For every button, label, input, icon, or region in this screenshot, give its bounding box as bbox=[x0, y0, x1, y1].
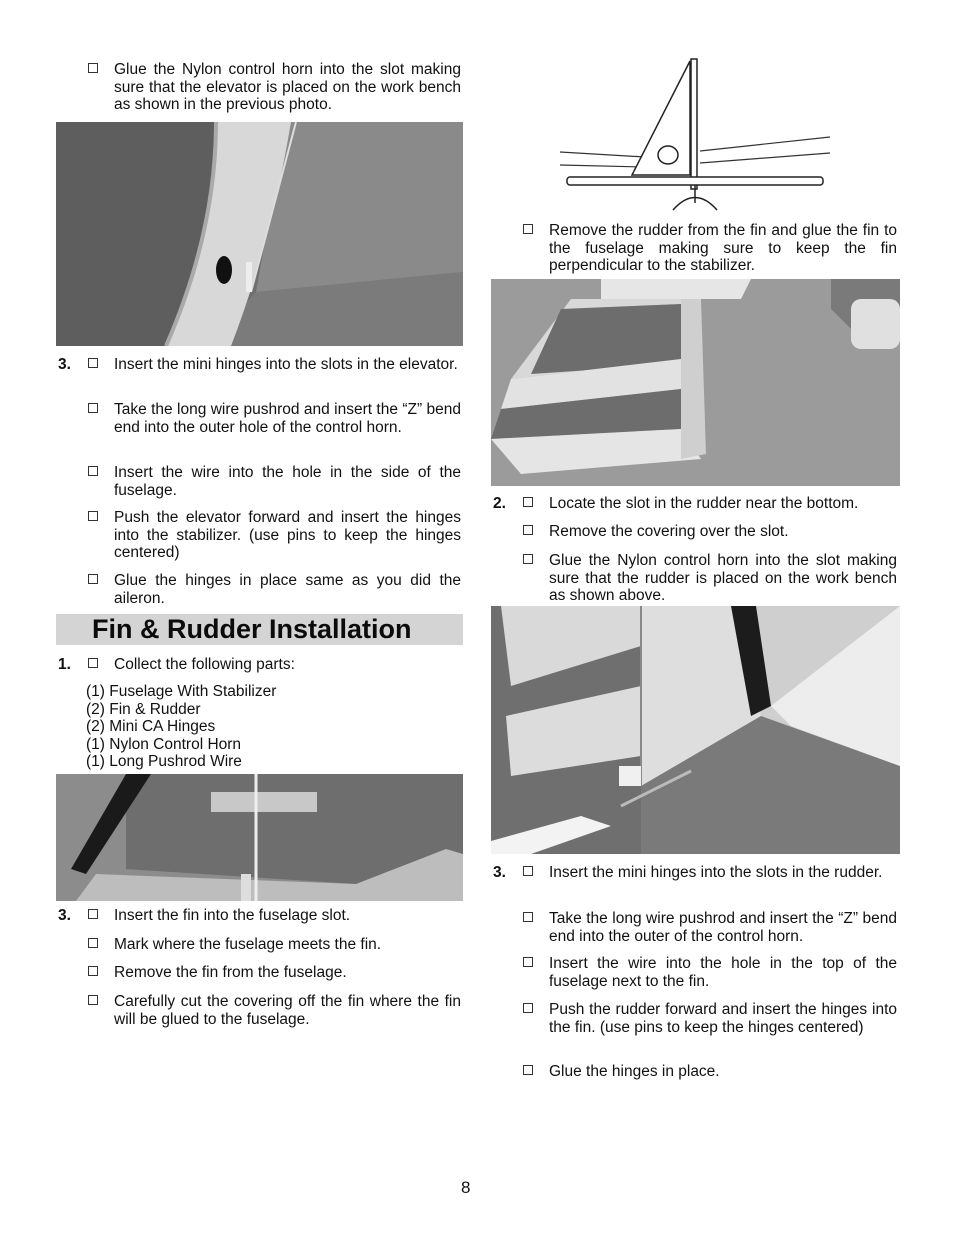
step-text: Insert the wire into the hole in the side of the fuselage. bbox=[114, 464, 461, 499]
step-text: Push the elevator forward and insert the hinges into the stabilizer. (use pins to keep the hinges centered) bbox=[114, 509, 461, 561]
rudder-photo bbox=[491, 279, 900, 486]
checkbox-icon[interactable] bbox=[523, 224, 533, 234]
step-text: Carefully cut the covering off the fin where the fin will be glued to the fuselage. bbox=[114, 993, 461, 1028]
section-heading bbox=[56, 614, 463, 645]
step-text: Collect the following parts: bbox=[114, 656, 295, 673]
checkbox-icon[interactable] bbox=[523, 1003, 533, 1013]
step-number: 1. bbox=[58, 656, 71, 673]
checkbox-icon[interactable] bbox=[88, 63, 98, 73]
part-item: (1) Fuselage With Stabilizer bbox=[86, 683, 277, 700]
step-number: 3. bbox=[493, 864, 506, 881]
checkbox-icon[interactable] bbox=[523, 497, 533, 507]
parts-list bbox=[86, 683, 276, 771]
step-text: Glue the hinges in place same as you did the aileron. bbox=[114, 572, 461, 607]
step-text: Glue the Nylon control horn into the slot making sure that the elevator is placed on the work bench as shown in the previous photo. bbox=[114, 61, 461, 113]
checkbox-icon[interactable] bbox=[88, 909, 98, 919]
checkbox-icon[interactable] bbox=[88, 511, 98, 521]
step-text: Take the long wire pushrod and insert the “Z” bend end into the outer of the control horn. bbox=[549, 910, 897, 945]
step-text: Remove the covering over the slot. bbox=[549, 523, 789, 540]
elevator-horn-photo bbox=[56, 122, 463, 346]
step-number: 2. bbox=[493, 495, 506, 512]
checkbox-icon[interactable] bbox=[523, 554, 533, 564]
step-text: Push the rudder forward and insert the hinges into the fin. (use pins to keep the hinges centered) bbox=[549, 1001, 897, 1036]
checkbox-icon[interactable] bbox=[88, 466, 98, 476]
step-text: Take the long wire pushrod and insert the “Z” bend end into the outer hole of the control horn. bbox=[114, 401, 461, 436]
checkbox-icon[interactable] bbox=[88, 938, 98, 948]
checkbox-icon[interactable] bbox=[88, 658, 98, 668]
section-title: Fin & Rudder Installation bbox=[92, 614, 412, 644]
checkbox-icon[interactable] bbox=[523, 866, 533, 876]
checkbox-icon[interactable] bbox=[88, 403, 98, 413]
step-number: 3. bbox=[58, 907, 71, 924]
checkbox-icon[interactable] bbox=[88, 966, 98, 976]
rudder-horn-photo bbox=[491, 606, 900, 854]
checkbox-icon[interactable] bbox=[523, 912, 533, 922]
checkbox-icon[interactable] bbox=[523, 1065, 533, 1075]
checkbox-icon[interactable] bbox=[88, 995, 98, 1005]
checkbox-icon[interactable] bbox=[523, 525, 533, 535]
step-text: Insert the mini hinges into the slots in the rudder. bbox=[549, 864, 883, 881]
part-item: (1) Nylon Control Horn bbox=[86, 735, 242, 753]
step-number: 3. bbox=[58, 356, 71, 373]
step-text: Remove the fin from the fuselage. bbox=[114, 964, 347, 981]
step-text: Insert the fin into the fuselage slot. bbox=[114, 907, 351, 924]
part-item: (1) Long Pushrod Wire bbox=[86, 753, 242, 770]
part-item: (2) Mini CA Hinges bbox=[86, 718, 216, 735]
step-text: Glue the Nylon control horn into the slot making sure that the rudder is placed on the work bench as shown above. bbox=[549, 552, 897, 604]
step-text: Remove the rudder from the fin and glue the fin to the fuselage making sure to keep the fin perpendicular to the stabilizer. bbox=[549, 222, 897, 274]
step-text: Insert the wire into the hole in the top of the fuselage next to the fin. bbox=[549, 955, 897, 990]
step-text: Locate the slot in the rudder near the bottom. bbox=[549, 495, 859, 512]
fin-perpendicular-diagram bbox=[555, 55, 835, 215]
page-number: 8 bbox=[461, 1178, 471, 1197]
step-text: Mark where the fuselage meets the fin. bbox=[114, 936, 382, 953]
part-item: (2) Fin & Rudder bbox=[86, 700, 201, 718]
checkbox-icon[interactable] bbox=[523, 957, 533, 967]
checkbox-icon[interactable] bbox=[88, 574, 98, 584]
fin-slot-photo bbox=[56, 774, 463, 901]
checkbox-icon[interactable] bbox=[88, 358, 98, 368]
step-text: Glue the hinges in place. bbox=[549, 1063, 720, 1080]
step-text: Insert the mini hinges into the slots in the elevator. bbox=[114, 356, 458, 373]
